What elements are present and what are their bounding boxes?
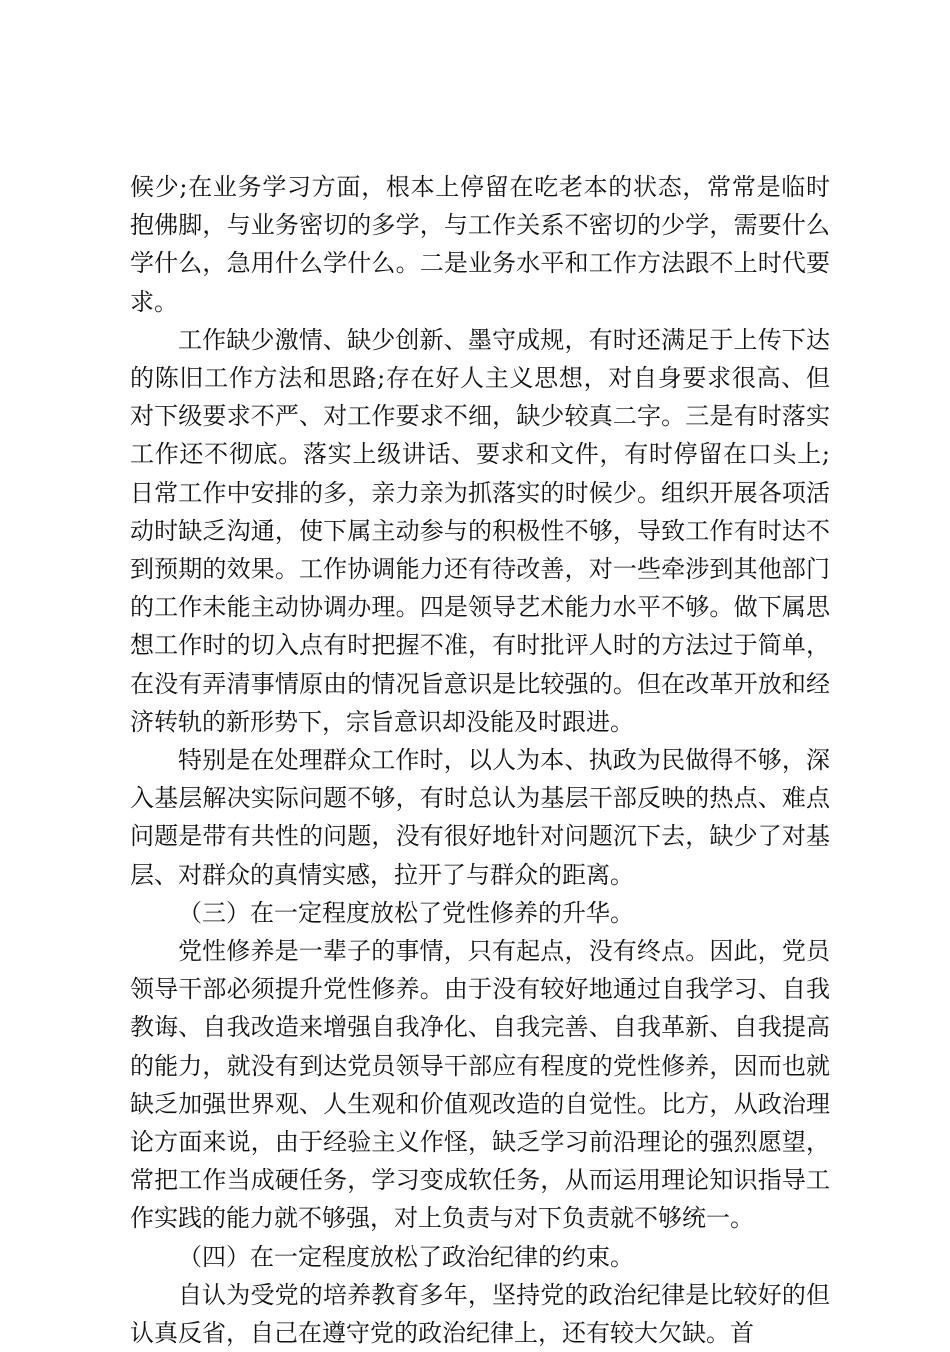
paragraph-3: 特别是在处理群众工作时，以人为本、执政为民做得不够，深入基层解决实际问题不够，有时总认为基层干部反映的热点、难点问题是带有共性的问题，没有很好地针对问题沉下去，缺少了对基层、对群众的真情实感，拉开了与群众的距离。	[130, 746, 830, 889]
paragraph-4: 党性修养是一辈子的事情，只有起点，没有终点。因此，党员领导干部必须提升党性修养。由于没有较好地通过自我学习、自我教诲、自我改造来增强自我净化、自我完善、自我革新、自我提高的能力，就没有到达党员领导干部应有程度的党性修养，因而也就缺乏加强世界观、人生观和价值观改造的自觉性。比方，从政治理论方面来说，由于经验主义作怪，缺乏学习前沿理论的强烈愿望，常把工作当成硬任务，学习变成软任务，从而运用理论知识指导工作实践的能力就不够强，对上负责与对下负责就不够统一。	[130, 937, 830, 1233]
paragraph-5: 自认为受党的培养教育多年，坚持党的政治纪律是比较好的但认真反省，自己在遵守党的政治纪律上，还有较大欠缺。首	[130, 1280, 830, 1348]
section-heading-4: （四）在一定程度放松了政治纪律的约束。	[178, 1242, 634, 1271]
document-body	[130, 168, 830, 1352]
paragraph-2: 工作缺少激情、缺少创新、墨守成规，有时还满足于上传下达的陈旧工作方法和思路;存在好人主义思想，对自身要求很高、但对下级要求不严、对工作要求不细，缺少较真二字。三是有时落实工作还不彻底。落实上级讲话、要求和文件，有时停留在口头上;日常工作中安排的多，亲力亲为抓落实的时候少。组织开展各项活动时缺乏沟通，使下属主动参与的积极性不够，导致工作有时达不到预期的效果。工作协调能力还有待改善，对一些牵涉到其他部门的工作未能主动协调办理。四是领导艺术能力水平不够。做下属思想工作时的切入点有时把握不准，有时批评人时的方法过于简单，在没有弄清事情原由的情况旨意识是比较强的。但在改革开放和经济转轨的新形势下，宗旨意识却没能及时跟进。	[130, 325, 830, 736]
section-heading-3: （三）在一定程度放松了党性修养的升华。	[178, 898, 634, 927]
paragraph-1: 候少;在业务学习方面，根本上停留在吃老本的状态，常常是临时抱佛脚，与业务密切的多学，与工作关系不密切的少学，需要什么学什么，急用什么学什么。二是业务水平和工作方法跟不上时代要求。	[130, 173, 830, 316]
